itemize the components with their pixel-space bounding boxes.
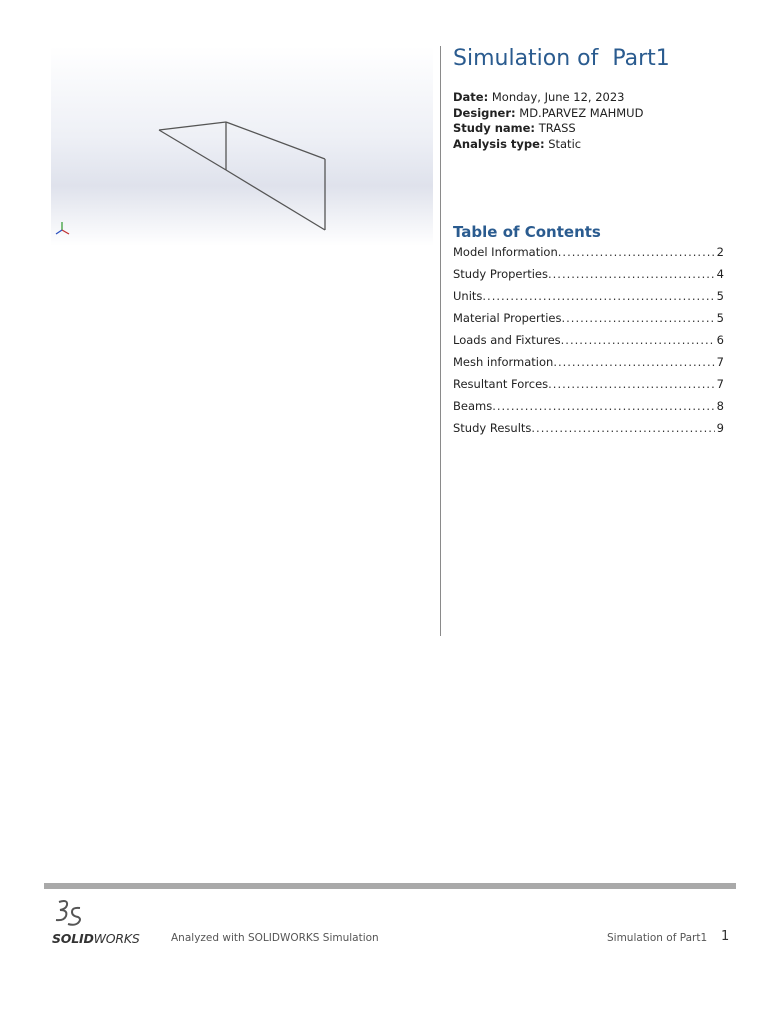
solidworks-logo bbox=[52, 898, 162, 950]
truss-bottom-left-member bbox=[159, 130, 226, 170]
logo-wordmark bbox=[52, 931, 140, 946]
toc-item-material-properties[interactable] bbox=[453, 310, 724, 332]
toc-leader-dots bbox=[561, 332, 715, 348]
3ds-logo-icon bbox=[54, 898, 84, 930]
toc-item-study-properties[interactable] bbox=[453, 266, 724, 288]
study-metadata bbox=[453, 90, 643, 152]
truss-model-drawing bbox=[51, 46, 433, 246]
logo-wordmark-light: WORKS bbox=[93, 931, 140, 946]
analysis-type-row bbox=[453, 137, 643, 153]
logo-wordmark-bold: SOLID bbox=[52, 931, 94, 946]
footer-document-name: Simulation of Part1 bbox=[607, 932, 708, 944]
toc-item-label: Mesh information bbox=[453, 355, 554, 369]
toc-leader-dots bbox=[482, 288, 714, 304]
toc-item-label: Study Properties bbox=[453, 267, 548, 281]
page-number: 1 bbox=[721, 929, 730, 944]
date-label: Date: bbox=[453, 90, 489, 104]
toc-leader-dots bbox=[548, 376, 715, 392]
toc-leader-dots bbox=[553, 354, 714, 370]
toc-leader-dots bbox=[558, 244, 715, 260]
toc-item-study-results[interactable] bbox=[453, 420, 724, 442]
axis-triad-icon bbox=[56, 222, 69, 234]
truss-top-left-member bbox=[159, 122, 226, 130]
toc-item-page: 7 bbox=[716, 355, 724, 369]
toc-item-label: Beams bbox=[453, 399, 493, 413]
footer-rule bbox=[44, 883, 736, 889]
column-divider bbox=[440, 46, 441, 636]
truss-bottom-right-member bbox=[226, 170, 325, 230]
toc-item-page: 4 bbox=[716, 267, 724, 281]
toc-item-resultant-forces[interactable] bbox=[453, 376, 724, 398]
toc-item-label: Material Properties bbox=[453, 311, 562, 325]
page-title: Simulation of Part1 bbox=[453, 46, 670, 71]
toc-item-page: 9 bbox=[716, 421, 724, 435]
toc-leader-dots bbox=[531, 420, 714, 436]
study-name-label: Study name: bbox=[453, 121, 536, 135]
toc-item-page: 5 bbox=[716, 311, 724, 325]
toc-item-page: 6 bbox=[716, 333, 724, 347]
toc-item-page: 2 bbox=[716, 245, 724, 259]
toc-item-page: 5 bbox=[716, 289, 724, 303]
table-of-contents bbox=[453, 244, 724, 442]
toc-leader-dots bbox=[562, 310, 715, 326]
toc-item-model-information[interactable] bbox=[453, 244, 724, 266]
model-viewport bbox=[51, 46, 433, 246]
toc-item-beams[interactable] bbox=[453, 398, 724, 420]
toc-item-label: Study Results bbox=[453, 421, 532, 435]
truss-top-right-member bbox=[226, 122, 325, 159]
date-row bbox=[453, 90, 643, 106]
study-name-row bbox=[453, 121, 643, 137]
footer-analyzed-text: Analyzed with SOLIDWORKS Simulation bbox=[171, 932, 379, 944]
toc-heading: Table of Contents bbox=[453, 223, 601, 241]
toc-item-page: 7 bbox=[716, 377, 724, 391]
date-value: Monday, June 12, 2023 bbox=[491, 90, 625, 104]
toc-leader-dots bbox=[548, 266, 715, 282]
toc-item-label: Units bbox=[453, 289, 483, 303]
toc-item-mesh-information[interactable] bbox=[453, 354, 724, 376]
analysis-type-value: Static bbox=[548, 136, 582, 151]
toc-item-label: Resultant Forces bbox=[453, 377, 549, 391]
designer-value: MD.PARVEZ MAHMUD bbox=[519, 105, 644, 120]
toc-item-label: Loads and Fixtures bbox=[453, 333, 561, 347]
study-name-value: TRASS bbox=[538, 121, 576, 135]
analysis-type-label: Analysis type: bbox=[453, 136, 545, 151]
toc-item-loads-and-fixtures[interactable] bbox=[453, 332, 724, 354]
toc-item-units[interactable] bbox=[453, 288, 724, 310]
toc-leader-dots bbox=[492, 398, 714, 414]
toc-item-page: 8 bbox=[716, 399, 724, 413]
designer-label: Designer: bbox=[453, 105, 516, 120]
designer-row bbox=[453, 106, 643, 122]
toc-item-label: Model Information bbox=[453, 245, 558, 259]
